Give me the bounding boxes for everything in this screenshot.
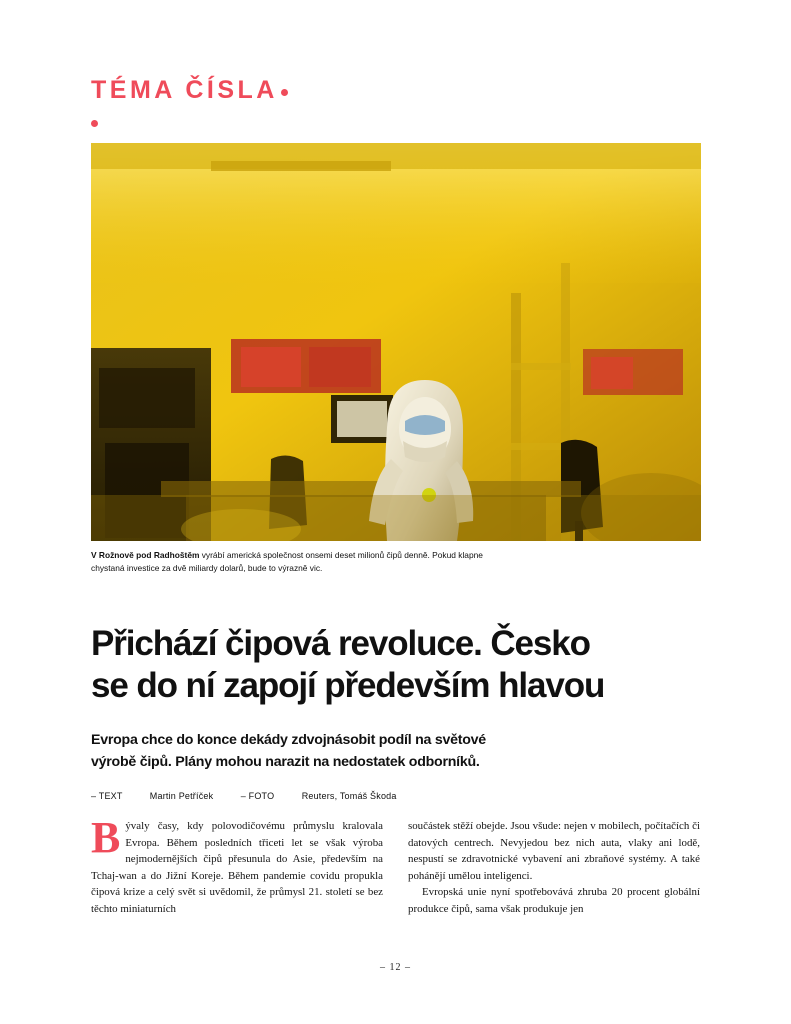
article-body	[91, 813, 701, 948]
section-kicker	[91, 78, 711, 103]
body-paragraph: ývaly časy, kdy polovodičovému průmyslu kralovala Evropa. Během posledních třiceti let se však výroba nejmodernějších čipů přesunula do Asie, především na Tchaj-wan a do Jižní Koreje. Během pandemie covidu propukla čipová krize a celý svět si uvědomil, že průmysl 21. století se bez těchto miniaturních	[91, 820, 383, 915]
byline-text-label: – TEXT	[91, 791, 123, 801]
body-paragraph: součástek stěží obejde. Jsou všude: nejen v mobilech, počítačích či datových centrech. Nevyjedou bez nich auta, vlaky ani lodě, nespustí se zdravotnické vybavení ani zbraňové systémy. A také pohánějí umělou inteligenci.	[408, 820, 700, 882]
photo-caption	[91, 549, 511, 575]
body-column-2	[408, 818, 700, 948]
kicker-dot-icon	[281, 89, 288, 96]
drop-cap: B	[91, 813, 121, 862]
photo-caption-lead: V Rožnově pod Radhoštěm	[91, 550, 200, 560]
article-standfirst	[91, 730, 611, 773]
body-paragraph: Evropská unie nyní spotřebovává zhruba 20 procent globální produkce čipů, sama však produkuje jen	[408, 886, 700, 915]
page-number: – 12 –	[380, 962, 411, 973]
body-column-1	[91, 813, 383, 948]
standfirst-line-1: Evropa chce do konce dekády zdvojnásobit podíl na světové	[91, 732, 486, 748]
article-headline	[91, 623, 711, 706]
byline	[91, 791, 611, 801]
byline-author: Martin Petříček	[149, 791, 214, 801]
standfirst-line-2: výrobě čipů. Plány mohou narazit na nedostatek odborníků.	[91, 753, 480, 770]
section-kicker-label: TÉMA ČÍSLA	[91, 76, 278, 104]
byline-photographer: Reuters, Tomáš Škoda	[301, 791, 397, 801]
photo-caption-rest: vyrábí americká společnost onsemi deset milionů čipů denně. Pokud klapne chystaná investice za dvě miliardy dolarů, bude to výrazně vic.	[91, 550, 483, 574]
headline-line-2: se do ní zapojí především hlavou	[91, 665, 605, 705]
lead-photo-illustration	[91, 143, 701, 541]
kicker-dot-secondary-icon	[91, 120, 98, 127]
byline-photo-label: – FOTO	[240, 791, 275, 801]
lead-photo	[91, 143, 701, 541]
headline-line-1: Přichází čipová revoluce. Česko	[91, 624, 590, 664]
